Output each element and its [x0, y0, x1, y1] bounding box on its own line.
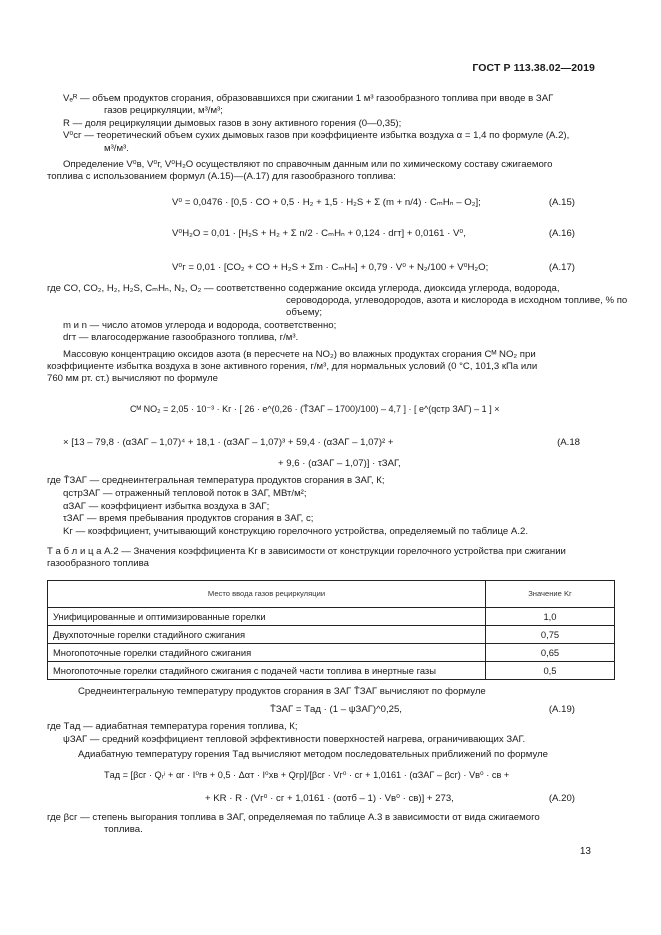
def-line: топлива. — [104, 824, 143, 835]
equation-number: (А.20) — [548, 793, 575, 804]
equation-a16: V⁰H₂O = 0,01 · [H₂S + H₂ + Σ n/2 · CₘHₙ + 0,124 · dгт] + 0,0161 · V⁰, — [172, 228, 466, 239]
def-line: м³/м³. — [104, 143, 129, 154]
equation-a18-line2: × [13 – 79,8 · (αЗАГ – 1,07)⁴ + 18,1 · (αЗАГ – 1,07)³ + 59,4 · (αЗАГ – 1,07)² + — [63, 437, 394, 448]
paragraph-line: Определение V⁰в, V⁰г, V⁰H₂O осуществляют по справочным данным или по химическому составу сжигаемого — [63, 159, 553, 170]
def-line: где βсг — степень выгорания топлива в ЗАГ, определяемая по таблице А.3 в зависимости от вида сжигаемого — [47, 812, 540, 823]
table-cell: 1,0 — [486, 608, 615, 626]
def-line: τЗАГ — время пребывания продуктов сгорания в ЗАГ, с; — [63, 513, 314, 524]
def-line: где Tад — адиабатная температура горения топлива, К; — [47, 721, 298, 732]
table-cell: Многопоточные горелки стадийного сжигания — [48, 644, 486, 662]
table-cell: 0,65 — [486, 644, 615, 662]
page-number: 13 — [579, 846, 591, 857]
def-line: ψЗАГ — средний коэффициент тепловой эффективности поверхностей нагрева, ограничивающих ЗАГ. — [63, 734, 526, 745]
def-line: m и n — число атомов углерода и водорода, соответственно; — [63, 320, 337, 331]
paragraph-line: Адиабатную температуру горения Tад вычисляют методом последовательных приближений по формуле — [78, 749, 548, 760]
table-row — [48, 662, 615, 680]
equation-number: (А.17) — [548, 262, 575, 273]
table-row — [48, 608, 615, 626]
equation-a18-line1: Cᴹ NO₂ = 2,05 · 10⁻³ · Kг · [ 26 · e^(0,26 · (T̄ЗАГ – 1700)/100) – 4,7 ] · [ e^(qстр ЗАГ) – 1 ] × — [130, 404, 500, 414]
equation-number: (А.15) — [548, 197, 575, 208]
def-line: R — доля рециркуляции дымовых газов в зону активного горения (0—0,35); — [63, 118, 402, 129]
equation-a18-line3: + 9,6 · (αЗАГ – 1,07)] · τЗАГ, — [278, 458, 401, 469]
table-header-row — [48, 581, 615, 608]
table-cell: 0,75 — [486, 626, 615, 644]
table-header: Место ввода газов рециркуляции — [48, 581, 486, 608]
table-row — [48, 626, 615, 644]
def-line: где CO, CO₂, H₂, H₂S, CₘHₙ, N₂, O₂ — соответственно содержание оксида углерода, диоксида углерода, водорода, — [47, 283, 560, 294]
paragraph-line: коэффициенте избытка воздуха в зоне активного горения, г/м³, для нормальных условий (0 °С, 101,3 кПа или — [47, 361, 538, 372]
def-line: V⁰сг — теоретический объем сухих дымовых газов при коэффициенте избытка воздуха α = 1,4 по формуле (А.2), — [63, 130, 570, 141]
def-line: αЗАГ — коэффициент избытка воздуха в ЗАГ; — [63, 501, 270, 512]
def-line: Vₑᴿ — объем продуктов сгорания, образовавшихся при сжигании 1 м³ газообразного топлива при вводе в ЗАГ — [63, 93, 554, 104]
equation-a17: V⁰г = 0,01 · [CO₂ + CO + H₂S + Σm · CₘHₙ] + 0,79 · V⁰ + N₂/100 + V⁰H₂O; — [172, 262, 489, 273]
table-cell: Унифицированные и оптимизированные горелки — [48, 608, 486, 626]
paragraph-line: Среднеинтегральную температуру продуктов сгорания в ЗАГ T̄ЗАГ вычисляют по формуле — [78, 686, 486, 697]
table-cell: Многопоточные горелки стадийного сжигания с подачей части топлива в инертные газы — [48, 662, 486, 680]
def-line: сероводорода, углеводородов, азота и кислорода в исходном топливе, % по — [286, 295, 628, 306]
table-caption: Т а б л и ц а А.2 — Значения коэффициента Kг в зависимости от конструкции горелочного устройства при сжигании — [47, 546, 566, 557]
equation-number: (А.18 — [557, 437, 580, 448]
table-cell: 0,5 — [486, 662, 615, 680]
equation-number: (А.16) — [548, 228, 575, 239]
equation-a19: T̄ЗАГ = Tад · (1 – ψЗАГ)^0,25, — [270, 704, 402, 715]
def-line: где T̄ЗАГ — среднеинтегральная температура продуктов сгорания в ЗАГ, К; — [47, 475, 385, 486]
equation-a20-line2: + KR · R · (Vг⁰ · cг + 1,0161 · (αотб – 1) · Vв⁰ · cв)] + 273, — [205, 793, 454, 804]
table-cell: Двухпоточные горелки стадийного сжигания — [48, 626, 486, 644]
def-line: qстрЗАГ — отраженный тепловой поток в ЗАГ, МВт/м²; — [63, 488, 307, 499]
coefficient-table — [47, 580, 615, 680]
equation-number: (А.19) — [548, 704, 575, 715]
paragraph-line: топлива с использованием формул (А.15)—(А.17) для газообразного топлива: — [47, 171, 396, 182]
table-row — [48, 644, 615, 662]
paragraph-line: 760 мм рт. ст.) вычисляют по формуле — [47, 373, 218, 384]
def-line: газов рециркуляции, м³/м³; — [104, 105, 223, 116]
table-header: Значение Kг — [486, 581, 615, 608]
equation-a20-line1: Tад = [βсг · Qᵣⁱ + αг · I⁰гв + 0,5 · Δαт · I⁰хв + Qгр]/[βсг · Vг⁰ · cг + 1,0161 · (αЗАГ – βсг) · Vв⁰ · cв + — [104, 770, 510, 780]
def-line: объему; — [286, 307, 323, 318]
document-header: ГОСТ Р 113.38.02—2019 — [472, 62, 595, 74]
paragraph-line: Массовую концентрацию оксидов азота (в пересчете на NO₂) во влажных продуктах сгорания Cᴹ NO₂ при — [63, 349, 536, 360]
equation-a15: V⁰ = 0,0476 · [0,5 · CO + 0,5 · H₂ + 1,5 · H₂S + Σ (m + n/4) · CₘHₙ – O₂]; — [172, 197, 481, 208]
table-caption: газообразного топлива — [47, 558, 149, 569]
def-line: Kг — коэффициент, учитывающий конструкцию горелочного устройства, определяемый по таблице А.2. — [63, 526, 528, 537]
def-line: dгт — влагосодержание газообразного топлива, г/м³. — [63, 332, 299, 343]
